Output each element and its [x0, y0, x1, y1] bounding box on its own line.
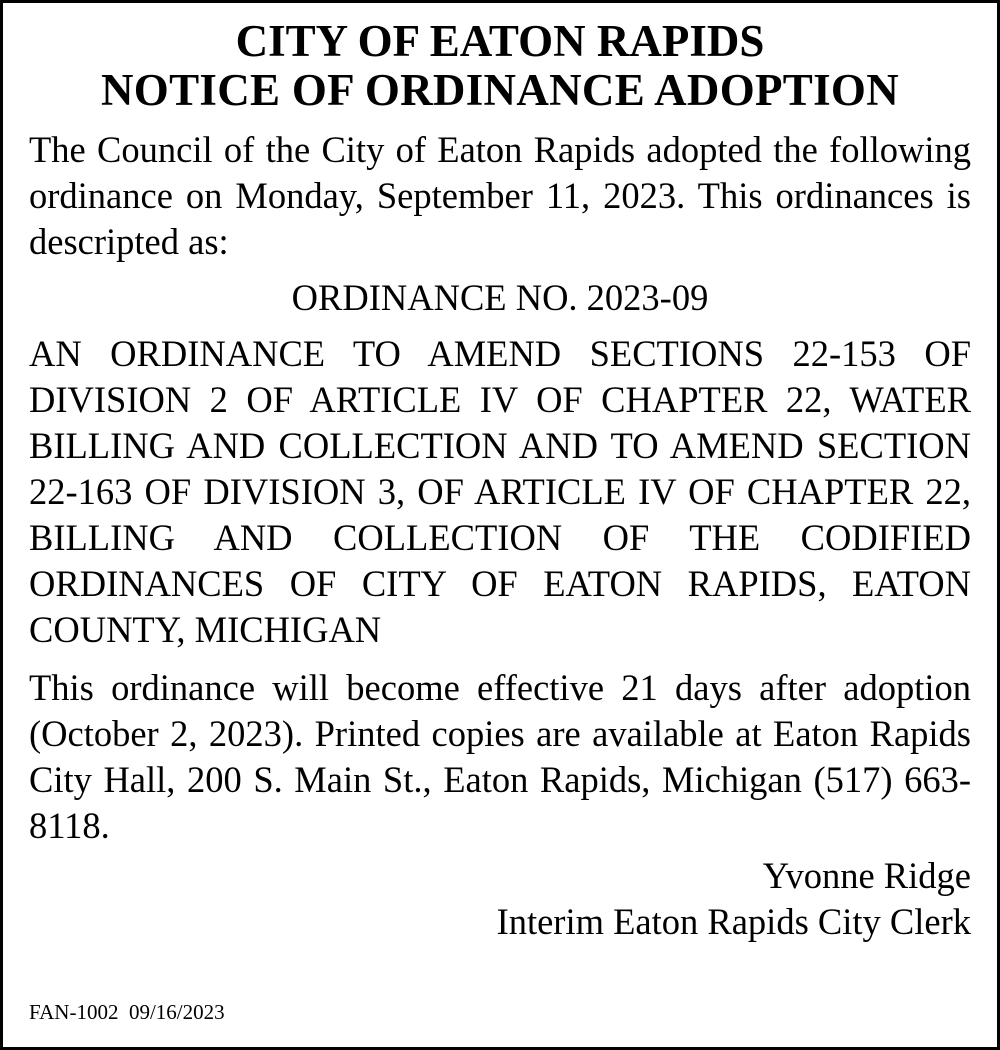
title-notice: NOTICE OF ORDINANCE ADOPTION — [100, 65, 900, 115]
effective-paragraph: This ordinance will become effective 21 days after adoption (October 2, 2023). Printed copies are available at Eaton Rapids City Hall, 200 S. Main St., Eaton Rapids, Michigan (517) 663-8118. — [29, 667, 971, 846]
intro-paragraph: The Council of the City of Eaton Rapids adopted the following ordinance on Monday, September 11, 2023. This ordinances is descripted as: — [29, 129, 971, 262]
ordinance-description: AN ORDINANCE TO AMEND SECTIONS 22-153 OF DIVISION 2 OF ARTICLE IV OF CHAPTER 22, WATER BILLING AND COLLECTION AND TO AMEND SECTION 22-163 OF DIVISION 3, OF ARTICLE IV OF CHAPTER 22, BILLING AND COLLECTION OF THE CODIFIED ORDINANCES OF CITY OF EATON RAPIDS, EATON COUNTY, MICHIGAN — [29, 333, 971, 650]
signature-block — [29, 853, 971, 945]
ordinance-number: ORDINANCE NO. 2023-09 — [291, 277, 709, 318]
notice-title — [29, 17, 971, 115]
publication-code: FAN-1002 09/16/2023 — [29, 1000, 225, 1024]
title-city: CITY OF EATON RAPIDS — [235, 16, 765, 66]
signer-title: Interim Eaton Rapids City Clerk — [496, 901, 971, 942]
signer-name: Yvonne Ridge — [762, 855, 971, 896]
